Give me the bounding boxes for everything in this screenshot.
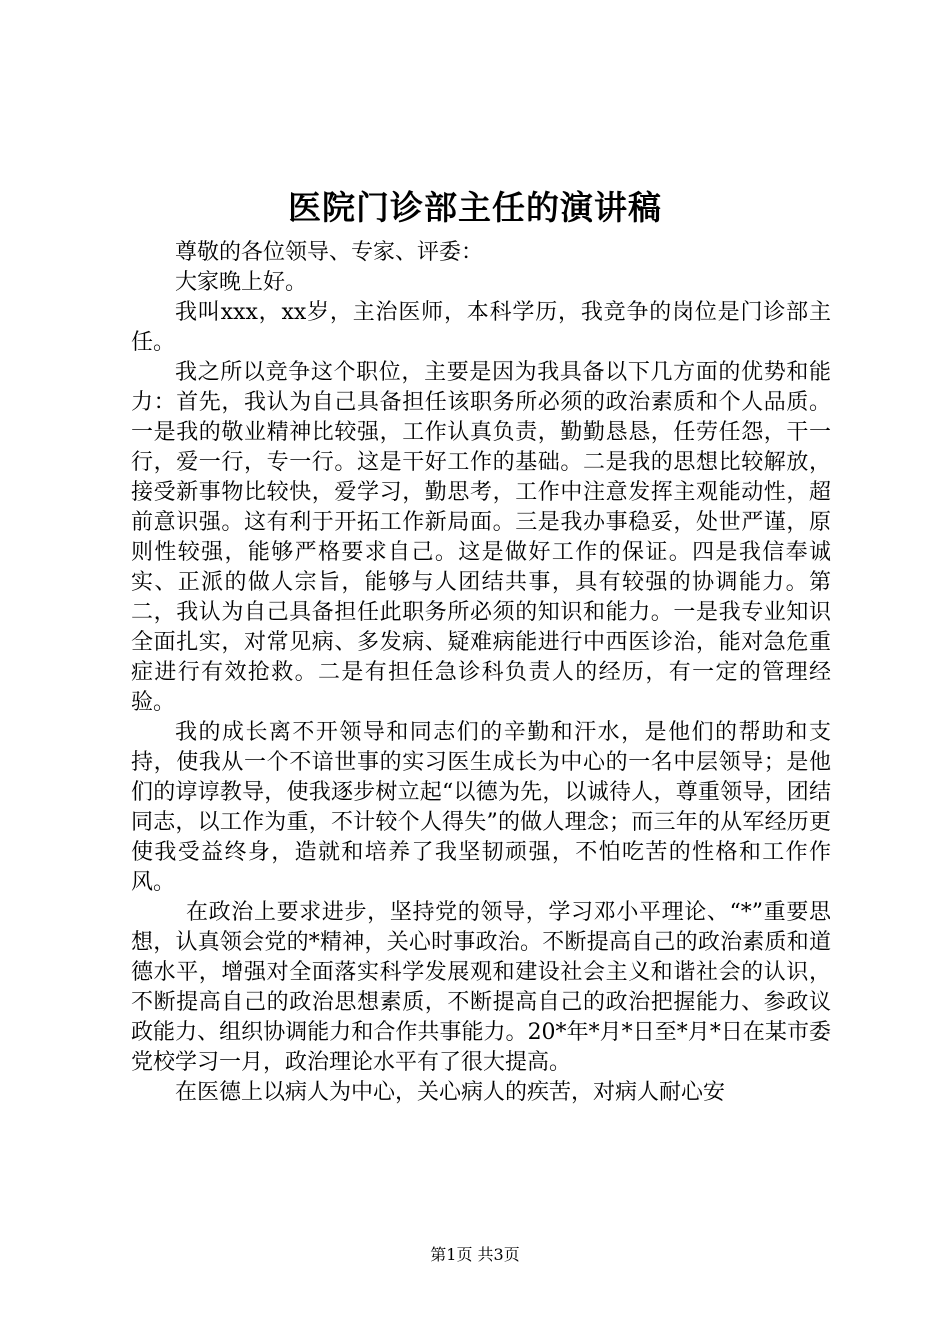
document-title: 医院门诊部主任的演讲稿 — [288, 188, 662, 227]
ethics-paragraph: 在医德上以病人为中心，关心病人的疾苦，对病人耐心安 — [175, 1080, 726, 1105]
growth-paragraph: 我的成长离不开领导和同志们的辛勤和汗水，是他们的帮助和支持，使我从一个不谙世事的实习医生成长为中心的一名中层领导；是他们的谆谆教导，使我逐步树立起“以德为先，以诚待人，尊重领导，团结同志，以工作为重，不计较个人得失”的做人理念；而三年的从军经历更使我受益终身，造就和培养了我坚韧顽强，不怕吃苦的性格和工作作风。 — [131, 720, 831, 895]
qualifications-paragraph: 我之所以竞争这个职位，主要是因为我具备以下几方面的优势和能力：首先，我认为自己具备担任该职务所必须的政治素质和个人品质。一是我的敬业精神比较强，工作认真负责，勤勤恳恳，任劳任怨，干一行，爱一行，专一行。这是干好工作的基础。二是我的思想比较解放，接受新事物比较快，爱学习，勤思考，工作中注意发挥主观能动性，超前意识强。这有利于开拓工作新局面。三是我办事稳妥，处世严谨，原则性较强，能够严格要求自己。这是做好工作的保证。四是我信奉诚实、正派的做人宗旨，能够与人团结共事，具有较强的协调能力。第二，我认为自己具备担任此职务所必须的知识和能力。一是我专业知识全面扎实，对常见病、多发病、疑难病能进行中西医诊治，能对急危重症进行有效抢救。二是有担任急诊科负责人的经历，有一定的管理经验。 — [131, 360, 831, 715]
politics-paragraph: 在政治上要求进步，坚持党的领导，学习邓小平理论、“*”重要思想，认真领会党的*精神，关心时事政治。不断提高自己的政治素质和道德水平，增强对全面落实科学发展观和建设社会主义和谐社会的认识，不断提高自己的政治思想素质，不断提高自己的政治把握能力、参政议政能力、组织协调能力和合作共事能力。20*年*月*日至*月*日在某市委党校学习一月，政治理论水平有了很大提高。 — [131, 900, 831, 1075]
greeting-paragraph: 尊敬的各位领导、专家、评委： — [175, 240, 484, 265]
document-body — [131, 238, 831, 1108]
introduction-paragraph: 我叫xxx，xx岁，主治医师，本科学历，我竞争的岗位是门诊部主任。 — [131, 300, 831, 355]
salutation-paragraph: 大家晚上好。 — [175, 270, 308, 295]
page-number-footer: 第1页 共3页 — [430, 1245, 520, 1264]
